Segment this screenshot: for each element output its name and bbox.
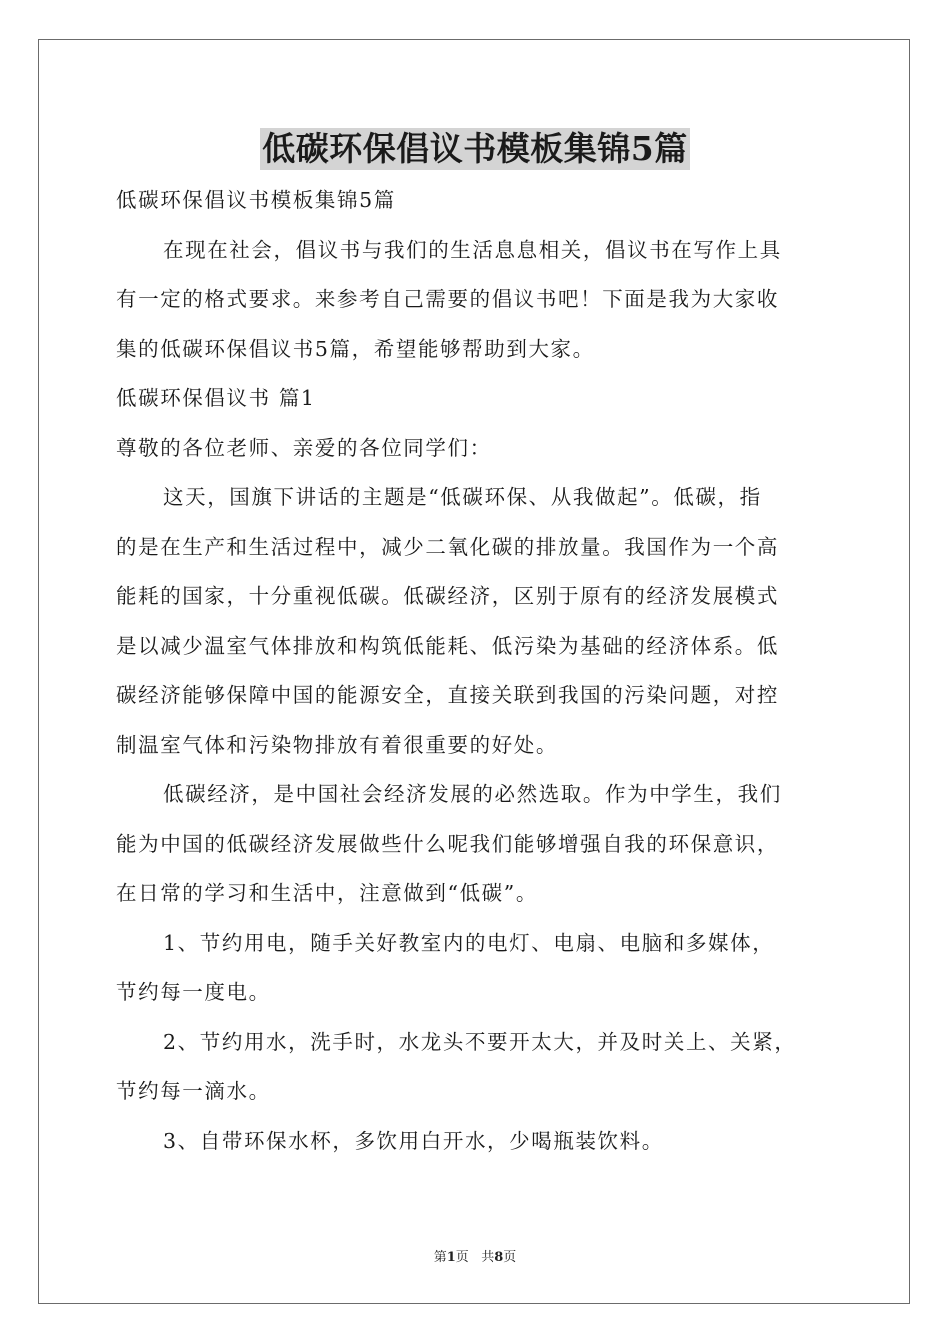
body-text-line: 节约每一滴水。 xyxy=(116,1079,271,1103)
body-text-line: 这天，国旗下讲话的主题是“低碳环保、从我做起”。低碳，指 xyxy=(163,485,762,509)
body-text-line: 碳经济能够保障中国的能源安全，直接关联到我国的污染问题，对控 xyxy=(116,683,779,707)
page-number-suffix: 页 xyxy=(455,1250,469,1265)
page-footer xyxy=(0,1246,950,1265)
body-text-line: 能耗的国家，十分重视低碳。低碳经济，区别于原有的经济发展模式 xyxy=(116,584,779,608)
body-text-line: 有一定的格式要求。来参考自己需要的倡议书吧！下面是我为大家收 xyxy=(116,287,779,311)
body-text-line: 制温室气体和污染物排放有着很重要的好处。 xyxy=(116,732,558,757)
body-text-line: 是以减少温室气体排放和构筑低能耗、低污染为基础的经济体系。低 xyxy=(116,633,779,658)
body-text-line: 1、节约用电，随手关好教室内的电灯、电扇、电脑和多媒体， xyxy=(163,930,775,955)
document-body xyxy=(116,176,856,1166)
page-total-prefix: 共 xyxy=(481,1250,495,1265)
page-number-current: 1 xyxy=(446,1250,456,1265)
page-number-total: 8 xyxy=(494,1250,504,1265)
document-title: 低碳环保倡议书模板集锦5篇 xyxy=(262,129,688,168)
body-text-line: 尊敬的各位老师、亲爱的各位同学们： xyxy=(116,435,492,460)
body-text-line: 低碳经济，是中国社会经济发展的必然选取。作为中学生，我们 xyxy=(163,782,782,806)
body-text-line: 的是在生产和生活过程中，减少二氧化碳的排放量。我国作为一个高 xyxy=(116,534,779,559)
body-text-line: 能为中国的低碳经济发展做些什么呢我们能够增强自我的环保意识， xyxy=(116,831,779,856)
body-text-line: 3、自带环保水杯，多饮用白开水，少喝瓶装饮料。 xyxy=(163,1128,664,1153)
body-text-line: 2、节约用水，洗手时，水龙头不要开太大，并及时关上、关紧， xyxy=(163,1029,797,1054)
body-text-line: 节约每一度电。 xyxy=(116,980,271,1004)
page-number-prefix: 第 xyxy=(433,1250,447,1265)
body-text-line: 集的低碳环保倡议书5篇，希望能够帮助到大家。 xyxy=(116,336,595,361)
body-text-line: 低碳环保倡议书模板集锦5篇 xyxy=(116,188,396,212)
page-total-suffix: 页 xyxy=(503,1250,517,1265)
body-text-line: 低碳环保倡议书 篇1 xyxy=(116,386,316,410)
body-text-line: 在日常的学习和生活中，注意做到“低碳”。 xyxy=(116,881,538,905)
title-container xyxy=(0,128,950,170)
body-text-line: 在现在社会，倡议书与我们的生活息息相关，倡议书在写作上具 xyxy=(163,237,782,262)
